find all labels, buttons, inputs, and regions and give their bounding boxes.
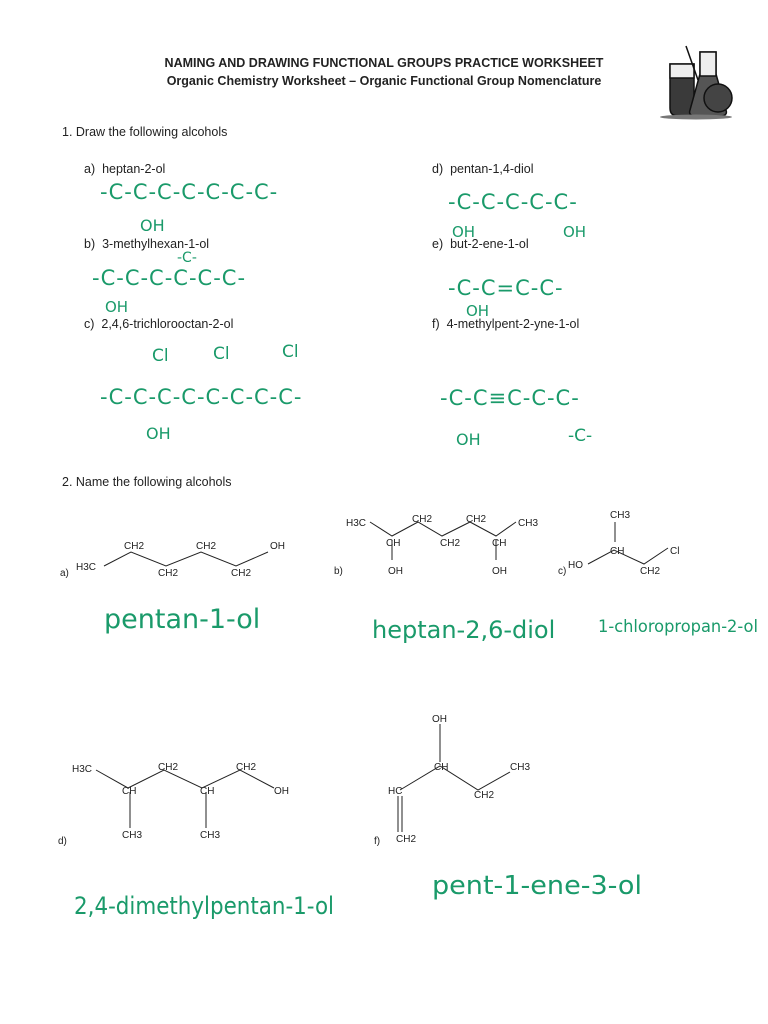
chem-atom: Cl [670,546,680,557]
answer-d [70,870,360,930]
chem-atom: OH [492,566,507,577]
answer-f-text: pent-1-ene-3-ol [432,871,642,901]
drawing-c-oh: OH [146,424,171,443]
chem-atom: CH2 [196,541,217,552]
structure-a [56,536,306,586]
chem-atom: CH2 [231,568,252,579]
chem-atom: H3C [346,518,367,529]
chem-atom: CH [200,786,215,797]
item-name: 2,4,6-trichlorooctan-2-ol [101,317,234,331]
chem-atom: CH3 [510,762,531,773]
item-name: 4-methylpent-2-yne-1-ol [446,317,580,331]
chem-atom: OH [270,541,285,552]
structure-label: a) [60,568,69,579]
q1-item-b [84,237,209,251]
structure-f [370,708,550,848]
chem-atom: CH2 [440,538,461,549]
chem-atom: CH [492,538,507,549]
chem-atom: CH2 [412,514,433,525]
chem-atom: CH2 [466,514,487,525]
drawing-d-chain: -C-C-C-C-C- [448,190,578,214]
drawing-c-cl1: Cl [152,346,169,366]
drawing-e-chain: -C-C=C-C- [448,276,564,300]
chem-atom: HC [388,786,403,797]
answer-a-text: pentan-1-ol [104,604,261,635]
chem-atom: CH2 [236,762,257,773]
drawing-c-cl3: Cl [282,342,299,362]
chem-atom: CH2 [474,790,495,801]
chem-atom: CH [122,786,137,797]
answer-a [100,590,290,640]
chem-atom: CH [610,546,625,557]
chem-atom: H3C [72,764,93,775]
chem-atom: H3C [76,562,97,573]
drawing-a-chain: -C-C-C-C-C-C-C- [100,180,279,204]
item-name: heptan-2-ol [102,162,166,176]
item-label: a) [84,162,96,176]
drawing-a-oh: OH [140,216,165,235]
answer-c [596,604,762,644]
worksheet-title: NAMING AND DRAWING FUNCTIONAL GROUPS PRACTICE WORKSHEET [164,56,604,70]
q2-heading: 2. Name the following alcohols [62,475,232,489]
q1-item-a [84,162,165,176]
structure-c [556,504,706,584]
drawing-c-chain: -C-C-C-C-C-C-C-C- [100,385,303,409]
chem-atom: CH3 [518,518,539,529]
chem-atom: OH [432,714,447,725]
drawing-e-oh: OH [466,302,490,320]
drawing-f-branch: -C- [568,426,593,446]
q1-item-f [432,317,579,331]
drawing-c-cl2: Cl [213,344,230,364]
worksheet-subtitle: Organic Chemistry Worksheet – Organic Functional Group Nomenclature [166,74,602,88]
chem-atom: HO [568,560,583,571]
item-label: c) [84,317,95,331]
q1-heading: 1. Draw the following alcohols [62,125,228,139]
chem-atom: CH [434,762,449,773]
drawing-b-chain: -C-C-C-C-C-C- [92,266,247,290]
structure-label: c) [558,566,567,577]
drawing-b-oh: OH [105,298,129,316]
chem-atom: CH [386,538,401,549]
structure-label: d) [58,836,67,847]
drawing-d-oh1: OH [452,223,476,241]
chem-atom: CH2 [396,834,417,845]
structure-label: b) [334,566,343,577]
q1-item-c [84,317,233,331]
chem-atom: CH3 [200,830,221,841]
chem-atom: CH2 [124,541,145,552]
item-label: e) [432,237,444,251]
drawing-f-oh: OH [456,430,481,449]
structure-label: f) [374,836,381,847]
answer-c-text: 1-chloropropan-2-ol [598,617,758,637]
drawing-d-oh2: OH [563,223,587,241]
item-name: but-2-ene-1-ol [450,237,529,251]
answer-f [428,858,668,908]
item-name: pentan-1,4-diol [450,162,534,176]
q1-item-e [432,237,529,251]
drawing-b-methyl: -C- [177,250,197,266]
chem-atom: CH3 [122,830,143,841]
answer-b [368,600,568,650]
q1-item-d [432,162,533,176]
item-label: d) [432,162,444,176]
answer-d-text: 2,4-dimethylpentan-1-ol [74,892,334,920]
structure-d [54,752,314,852]
chem-atom: CH3 [610,510,631,521]
answer-b-text: heptan-2,6-diol [372,616,556,644]
lab-glassware-icon [656,44,736,120]
item-label: f) [432,317,440,331]
item-label: b) [84,237,96,251]
chem-atom: CH2 [158,762,179,773]
chem-atom: CH2 [158,568,179,579]
chem-atom: OH [388,566,403,577]
drawing-f-chain: -C-C≡C-C-C- [440,386,580,410]
item-name: 3-methylhexan-1-ol [102,237,210,251]
chem-atom: OH [274,786,289,797]
structure-b [330,508,560,584]
chem-atom: CH2 [640,566,661,577]
